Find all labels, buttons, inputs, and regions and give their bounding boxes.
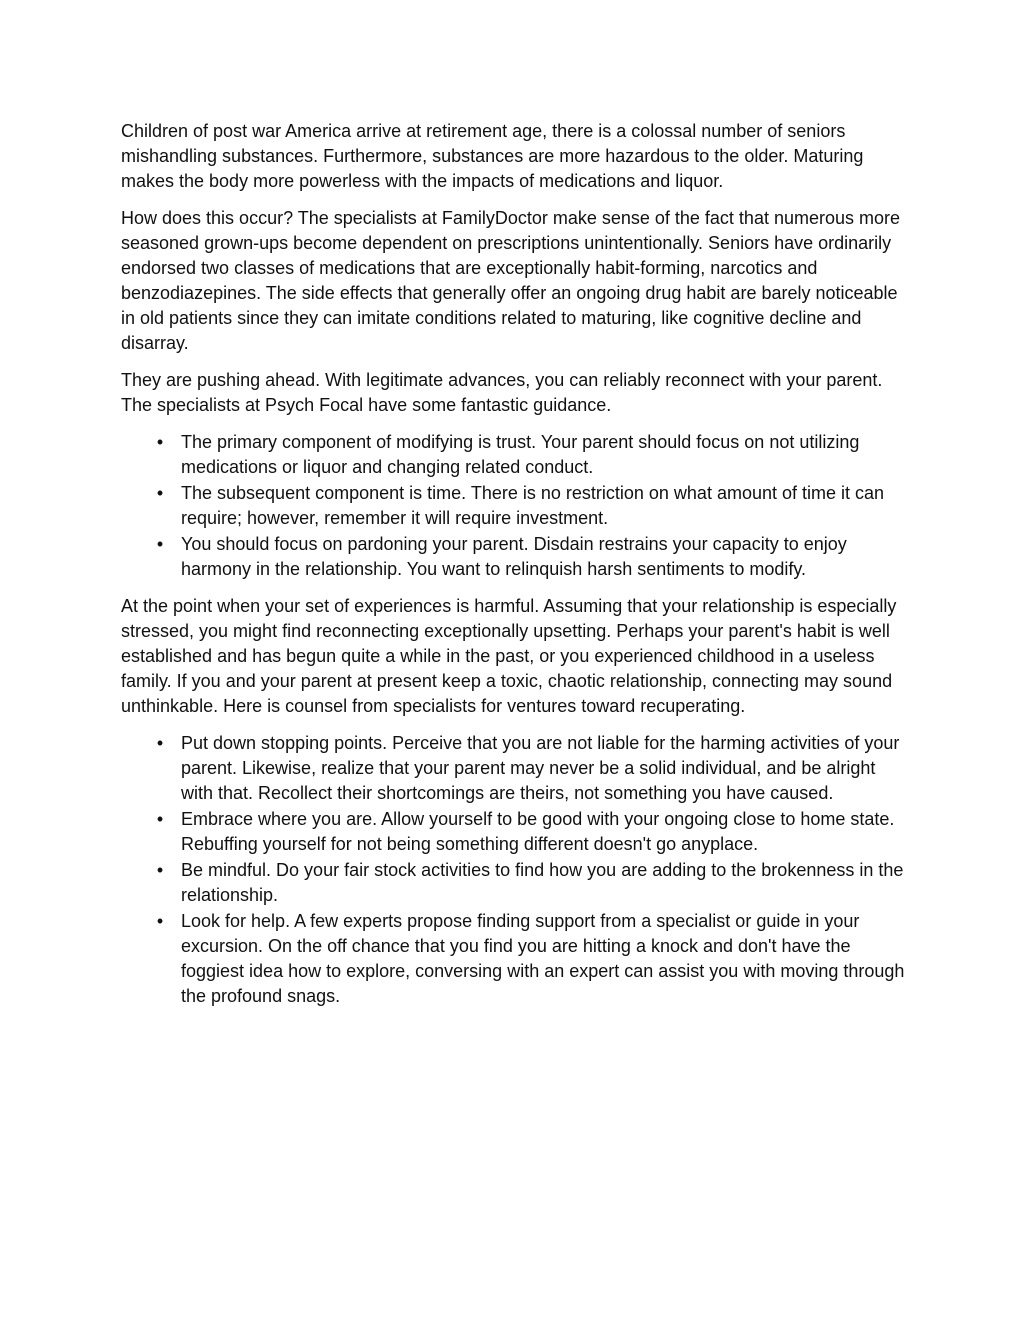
list-item-text: You should focus on pardoning your parent. Disdain restrains your capacity to enjoy harmony in the relationship. You want to relinquish harsh sentiments to modify. <box>181 534 847 579</box>
list-item-text: The primary component of modifying is trust. Your parent should focus on not utilizing medications or liquor and changing related conduct. <box>181 432 860 477</box>
list-item-text: Embrace where you are. Allow yourself to be good with your ongoing close to home state. Rebuffing yourself for not being something different doesn't go anyplace. <box>181 809 895 854</box>
bullet-icon: • <box>156 911 164 931</box>
paragraph: How does this occur? The specialists at FamilyDoctor make sense of the fact that numerous more seasoned grown-ups become dependent on prescriptions unintentionally. Seniors have ordinarily endorsed two classes of medications that are exceptionally habit-forming, narcotics and benzodiazepines. The side effects that generally offer an ongoing drug habit are barely noticeable in old patients since they can imitate conditions related to maturing, like cognitive decline and disarray. <box>121 208 901 353</box>
paragraph: At the point when your set of experiences is harmful. Assuming that your relationship is especially stressed, you might find reconnecting exceptionally upsetting. Perhaps your parent's habit is well established and has begun quite a while in the past, or you experienced childhood in a useless family. If you and your parent at present keep a toxic, chaotic relationship, connecting may sound unthinkable. Here is counsel from specialists for ventures toward recuperating. <box>121 596 897 716</box>
list-item <box>121 731 911 806</box>
list-item <box>121 532 911 582</box>
document-page <box>121 119 911 1021</box>
list-item <box>121 430 911 480</box>
bullet-icon: • <box>156 534 164 554</box>
list-item-text: The subsequent component is time. There is no restriction on what amount of time it can require; however, remember it will require investment. <box>181 483 885 528</box>
list-item-text: Put down stopping points. Perceive that you are not liable for the harming activities of your parent. Likewise, realize that your parent may never be a solid individual, and be alright with that. Recollect their shortcomings are theirs, not something you have caused. <box>181 733 900 803</box>
bullet-list-2 <box>121 731 911 1009</box>
bullet-icon: • <box>156 809 164 829</box>
bullet-icon: • <box>156 733 164 753</box>
paragraph: Children of post war America arrive at retirement age, there is a colossal number of seniors mishandling substances. Furthermore, substances are more hazardous to the older. Maturing makes the body more powerless with the impacts of medications and liquor. <box>121 121 864 191</box>
bullet-icon: • <box>156 860 164 880</box>
list-item <box>121 481 911 531</box>
list-item <box>121 858 911 908</box>
bullet-icon: • <box>156 483 164 503</box>
list-item <box>121 909 911 1009</box>
paragraph: They are pushing ahead. With legitimate advances, you can reliably reconnect with your parent. The specialists at Psych Focal have some fantastic guidance. <box>121 370 883 415</box>
bullet-icon: • <box>156 432 164 452</box>
list-item <box>121 807 911 857</box>
list-item-text: Be mindful. Do your fair stock activities to find how you are adding to the brokenness in the relationship. <box>181 860 904 905</box>
bullet-list-1 <box>121 430 911 582</box>
list-item-text: Look for help. A few experts propose finding support from a specialist or guide in your excursion. On the off chance that you find you are hitting a knock and don't have the foggiest idea how to explore, conversing with an expert can assist you with moving through the profound snags. <box>181 911 905 1006</box>
